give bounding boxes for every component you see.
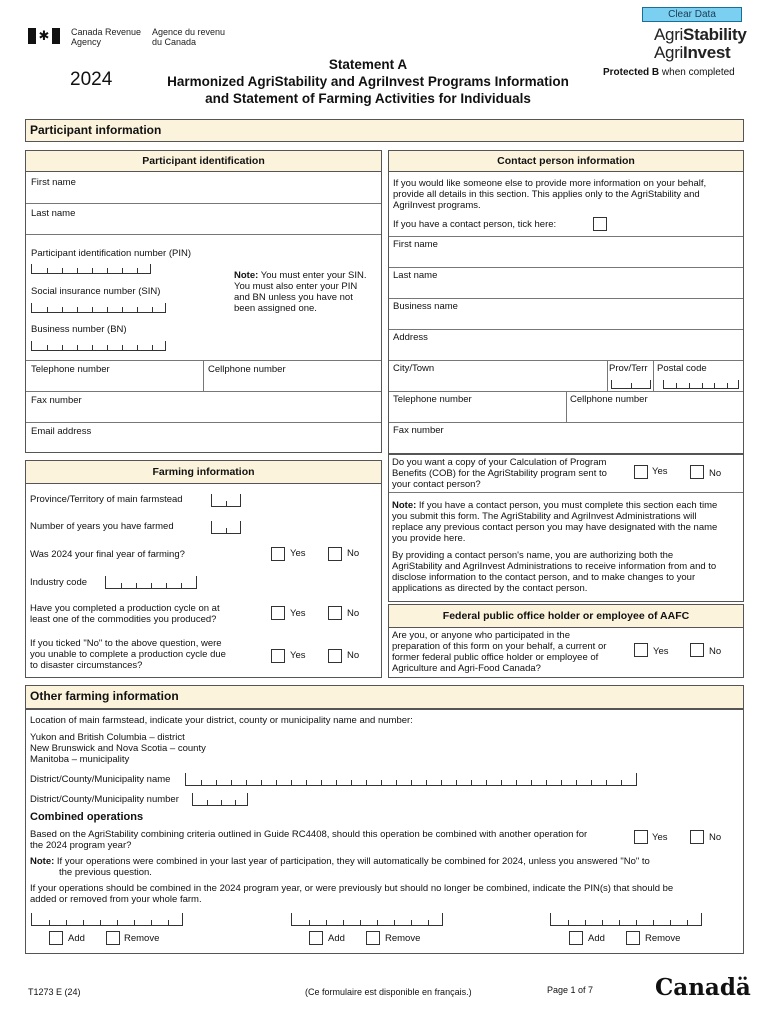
brand-stability: Stability: [683, 25, 747, 44]
form-code: T1273 E (24): [28, 987, 81, 997]
combined-no-checkbox[interactable]: [690, 830, 704, 844]
combined-yes-label: Yes: [652, 832, 668, 843]
canada-wordmark: Canadä: [655, 974, 751, 1001]
combined-question: [30, 829, 630, 851]
combined-yes-checkbox[interactable]: [634, 830, 648, 844]
cycle-yes-checkbox[interactable]: [271, 606, 285, 620]
pin-label: Participant identification number (PIN): [31, 248, 191, 259]
cob-no-label: No: [709, 468, 722, 479]
final-year-yes-checkbox[interactable]: [271, 547, 285, 561]
years-farmed-input[interactable]: [211, 521, 241, 534]
agency-fr-line2: du Canada: [152, 37, 197, 47]
cob-question: [392, 457, 632, 490]
sin-note-line1: You must enter your SIN.: [260, 270, 367, 281]
when-completed-label: when completed: [661, 67, 735, 78]
clear-data-button[interactable]: Clear Data: [642, 7, 742, 22]
sin-note-bold: Note:: [234, 270, 259, 281]
combined-note-line2: the previous question.: [59, 867, 152, 878]
email-label: Email address: [31, 426, 92, 437]
cellphone-label: Cellphone number: [208, 364, 286, 375]
federal-q-line1: Are you, or anyone who participated in the: [392, 630, 570, 641]
canada-flag-icon: ✱: [28, 28, 60, 44]
agristability-agriinvest-logo: [654, 26, 746, 62]
combined-pin-input-1[interactable]: [31, 913, 183, 926]
contact-postal-label: Postal code: [657, 363, 707, 374]
contact-note-line4: you provide here.: [392, 533, 466, 544]
unable-line1: If you ticked "No" to the above question, were: [30, 638, 222, 649]
auth-line4: applications as directed by the contact person.: [392, 583, 588, 594]
contact-note: [392, 500, 742, 544]
location-yukon: Yukon and British Columbia – district: [30, 732, 185, 743]
title-line3: and Statement of Farming Activities for Individuals: [205, 91, 531, 106]
participant-identification-heading: Participant identification: [25, 150, 382, 172]
dcm-name-label: District/County/Municipality name: [30, 774, 171, 785]
combined-note-line1: If your operations were combined in your last year of participation, they will automatically be combined for 2024, unless you answered "No" to: [56, 856, 650, 867]
first-name-field[interactable]: [26, 173, 381, 203]
pin2-add-label: Add: [328, 933, 345, 944]
fax-label: Fax number: [31, 395, 82, 406]
contact-note-line2: you submit this form. The AgriStability and AgriInvest Administrations will: [392, 511, 697, 522]
sin-note-line4: been assigned one.: [234, 303, 317, 314]
location-manitoba: Manitoba – municipality: [30, 754, 130, 765]
cob-line3: your contact person?: [392, 479, 481, 490]
contact-business-name-field[interactable]: [389, 299, 743, 329]
province-label: Province/Territory of main farmstead: [30, 494, 183, 505]
last-name-field[interactable]: [26, 204, 381, 234]
dcm-number-label: District/County/Municipality number: [30, 794, 179, 805]
contact-intro-line2: provide all details in this section. This applies only to the AgriStability and: [393, 189, 700, 200]
telephone-label: Telephone number: [31, 364, 110, 375]
form-title: [140, 56, 596, 107]
final-year-no-label: No: [347, 548, 360, 559]
dcm-number-input[interactable]: [192, 793, 248, 806]
bn-label: Business number (BN): [31, 324, 127, 335]
sin-note-line2: You must also enter your PIN: [234, 281, 358, 292]
cycle-no-checkbox[interactable]: [328, 606, 342, 620]
protected-b-label: Protected B: [603, 67, 660, 78]
pin2-remove-label: Remove: [385, 933, 421, 944]
bn-input[interactable]: [31, 341, 166, 351]
pin1-remove-checkbox[interactable]: [106, 931, 120, 945]
contact-city-label: City/Town: [393, 363, 435, 374]
cob-line2: Benefits (COB) for the AgriStability program sent to: [392, 468, 607, 479]
contact-postal-input[interactable]: [663, 380, 739, 389]
fax-field[interactable]: [26, 392, 381, 422]
contact-intro: [393, 178, 741, 211]
pin1-remove-label: Remove: [124, 933, 160, 944]
contact-city-field[interactable]: [389, 361, 606, 391]
production-cycle-question: [30, 603, 250, 625]
title-line2: Harmonized AgriStability and AgriInvest Programs Information: [167, 74, 569, 89]
contact-fax-label: Fax number: [393, 425, 444, 436]
pin1-add-label: Add: [68, 933, 85, 944]
sin-pin-note: [234, 270, 379, 314]
pin3-remove-checkbox[interactable]: [626, 931, 640, 945]
contact-prov-input[interactable]: [611, 380, 651, 389]
contact-prov-label: Prov/Terr: [609, 363, 648, 374]
other-farming-heading: Other farming information: [25, 685, 744, 709]
agency-name-en: [71, 27, 141, 47]
contact-person-heading: Contact person information: [388, 150, 744, 172]
auth-line1: By providing a contact person's name, you are authorizing both the: [392, 550, 674, 561]
combined-pin-input-2[interactable]: [291, 913, 443, 926]
industry-code-input[interactable]: [105, 576, 197, 589]
contact-telephone-field[interactable]: [389, 392, 565, 422]
disaster-question: [30, 638, 260, 671]
pin3-add-label: Add: [588, 933, 605, 944]
cellphone-field[interactable]: [204, 361, 381, 391]
federal-question: [392, 630, 632, 674]
location-label: Location of main farmstead, indicate your district, county or municipality name and number:: [30, 715, 413, 726]
cycle-yes-label: Yes: [290, 608, 306, 619]
cob-yes-label: Yes: [652, 466, 668, 477]
contact-address-label: Address: [393, 332, 428, 343]
cob-line1: Do you want a copy of your Calculation of Program: [392, 457, 607, 468]
disaster-yes-label: Yes: [290, 650, 306, 661]
unable-line3: to disaster circumstances?: [30, 660, 143, 671]
email-field[interactable]: [26, 423, 381, 452]
auth-line3: disclose information to the contact person, and to make changes to your: [392, 572, 696, 583]
contact-intro-line3: AgriInvest programs.: [393, 200, 481, 211]
participant-information-heading: Participant information: [25, 119, 744, 142]
first-name-label: First name: [31, 177, 76, 188]
protected-b-note: [603, 67, 735, 78]
has-contact-checkbox[interactable]: [593, 217, 607, 231]
dcm-name-input[interactable]: [185, 773, 637, 786]
years-farmed-label: Number of years you have farmed: [30, 521, 174, 532]
cycle-line1: Have you completed a production cycle on at: [30, 603, 220, 614]
agency-en-line1: Canada Revenue: [71, 27, 142, 37]
pin-q-line2: added or removed from your whole farm.: [30, 894, 202, 905]
sin-label: Social insurance number (SIN): [31, 286, 161, 297]
federal-heading: Federal public office holder or employee of AAFC: [388, 604, 744, 628]
federal-yes-label: Yes: [653, 646, 669, 657]
unable-line2: you unable to complete a production cycle due: [30, 649, 226, 660]
cob-yes-checkbox[interactable]: [634, 465, 648, 479]
contact-fax-field[interactable]: [389, 423, 743, 453]
combined-note: [30, 856, 730, 878]
final-year-label: Was 2024 your final year of farming?: [30, 549, 185, 560]
title-line1: Statement A: [328, 57, 408, 72]
form-year: 2024: [70, 69, 113, 90]
page-number: Page 1 of 7: [547, 985, 594, 995]
contact-intro-line1: If you would like someone else to provide more information on your behalf,: [393, 178, 707, 189]
cob-no-checkbox[interactable]: [690, 465, 704, 479]
pin-question: [30, 883, 740, 905]
federal-no-label: No: [709, 646, 722, 657]
pin-input[interactable]: [31, 264, 151, 274]
contact-cellphone-field[interactable]: [567, 392, 743, 422]
cycle-no-label: No: [347, 608, 360, 619]
contact-note-bold: Note:: [392, 500, 417, 511]
location-guide: [30, 732, 206, 765]
contact-address-field[interactable]: [389, 330, 743, 360]
contact-first-name-field[interactable]: [389, 237, 743, 267]
brand-agri-2: Agri: [654, 43, 684, 62]
combined-q-line1: Based on the AgriStability combining criteria outlined in Guide RC4408, should this operation be combined with another operation for: [30, 829, 588, 840]
contact-cellphone-label: Cellphone number: [570, 394, 648, 405]
agency-fr-line1: Agence du revenu: [152, 27, 226, 37]
pin3-remove-label: Remove: [645, 933, 681, 944]
combined-no-label: No: [709, 832, 722, 843]
federal-q-line4: Agriculture and Agri-Food Canada?: [392, 663, 541, 674]
industry-code-label: Industry code: [30, 577, 88, 588]
contact-tick-label: If you have a contact person, tick here:: [393, 219, 557, 230]
federal-q-line2: preparation of this form on your behalf, a current or: [392, 641, 607, 652]
pin2-add-checkbox[interactable]: [309, 931, 323, 945]
federal-no-checkbox[interactable]: [690, 643, 704, 657]
contact-last-name-field[interactable]: [389, 268, 743, 298]
auth-line2: AgriStability and AgriInvest Administrations to receive information from and to: [392, 561, 717, 572]
brand-invest: Invest: [683, 43, 731, 62]
contact-note-line3: replace any previous contact person you may have designated with the name: [392, 522, 718, 533]
disaster-yes-checkbox[interactable]: [271, 649, 285, 663]
final-year-yes-label: Yes: [290, 548, 306, 559]
agency-name-fr: [152, 27, 225, 47]
brand-agri-1: Agri: [654, 25, 684, 44]
contact-note-line1: If you have a contact person, you must complete this section each time: [418, 500, 718, 511]
final-year-no-checkbox[interactable]: [328, 547, 342, 561]
contact-telephone-label: Telephone number: [393, 394, 472, 405]
province-input[interactable]: [211, 494, 241, 507]
federal-q-line3: former federal public office holder or employee of: [392, 652, 599, 663]
federal-yes-checkbox[interactable]: [634, 643, 648, 657]
pin1-add-checkbox[interactable]: [49, 931, 63, 945]
contact-business-name-label: Business name: [393, 301, 458, 312]
disaster-no-label: No: [347, 650, 360, 661]
sin-note-line3: and BN unless you have not: [234, 292, 353, 303]
contact-authorization: [392, 550, 742, 594]
combined-operations-heading: Combined operations: [30, 811, 144, 823]
pin-q-line1: If your operations should be combined in the 2024 program year, or were previously but should no longer be combined, indicate the PIN(s) that should be: [30, 883, 674, 894]
last-name-label: Last name: [31, 208, 76, 219]
french-availability-note: (Ce formulaire est disponible en français.): [305, 987, 472, 997]
cycle-line2: least one of the commodities you produced?: [30, 614, 217, 625]
combined-q-line2: the 2024 program year?: [30, 840, 132, 851]
contact-last-name-label: Last name: [393, 270, 438, 281]
combined-note-bold: Note:: [30, 856, 55, 867]
contact-first-name-label: First name: [393, 239, 438, 250]
sin-input[interactable]: [31, 303, 166, 313]
combined-pin-input-3[interactable]: [550, 913, 702, 926]
location-nb: New Brunswick and Nova Scotia – county: [30, 743, 206, 754]
agency-en-line2: Agency: [71, 37, 102, 47]
pin2-remove-checkbox[interactable]: [366, 931, 380, 945]
disaster-no-checkbox[interactable]: [328, 649, 342, 663]
telephone-field[interactable]: [26, 361, 203, 391]
pin3-add-checkbox[interactable]: [569, 931, 583, 945]
farming-information-heading: Farming information: [25, 460, 382, 484]
